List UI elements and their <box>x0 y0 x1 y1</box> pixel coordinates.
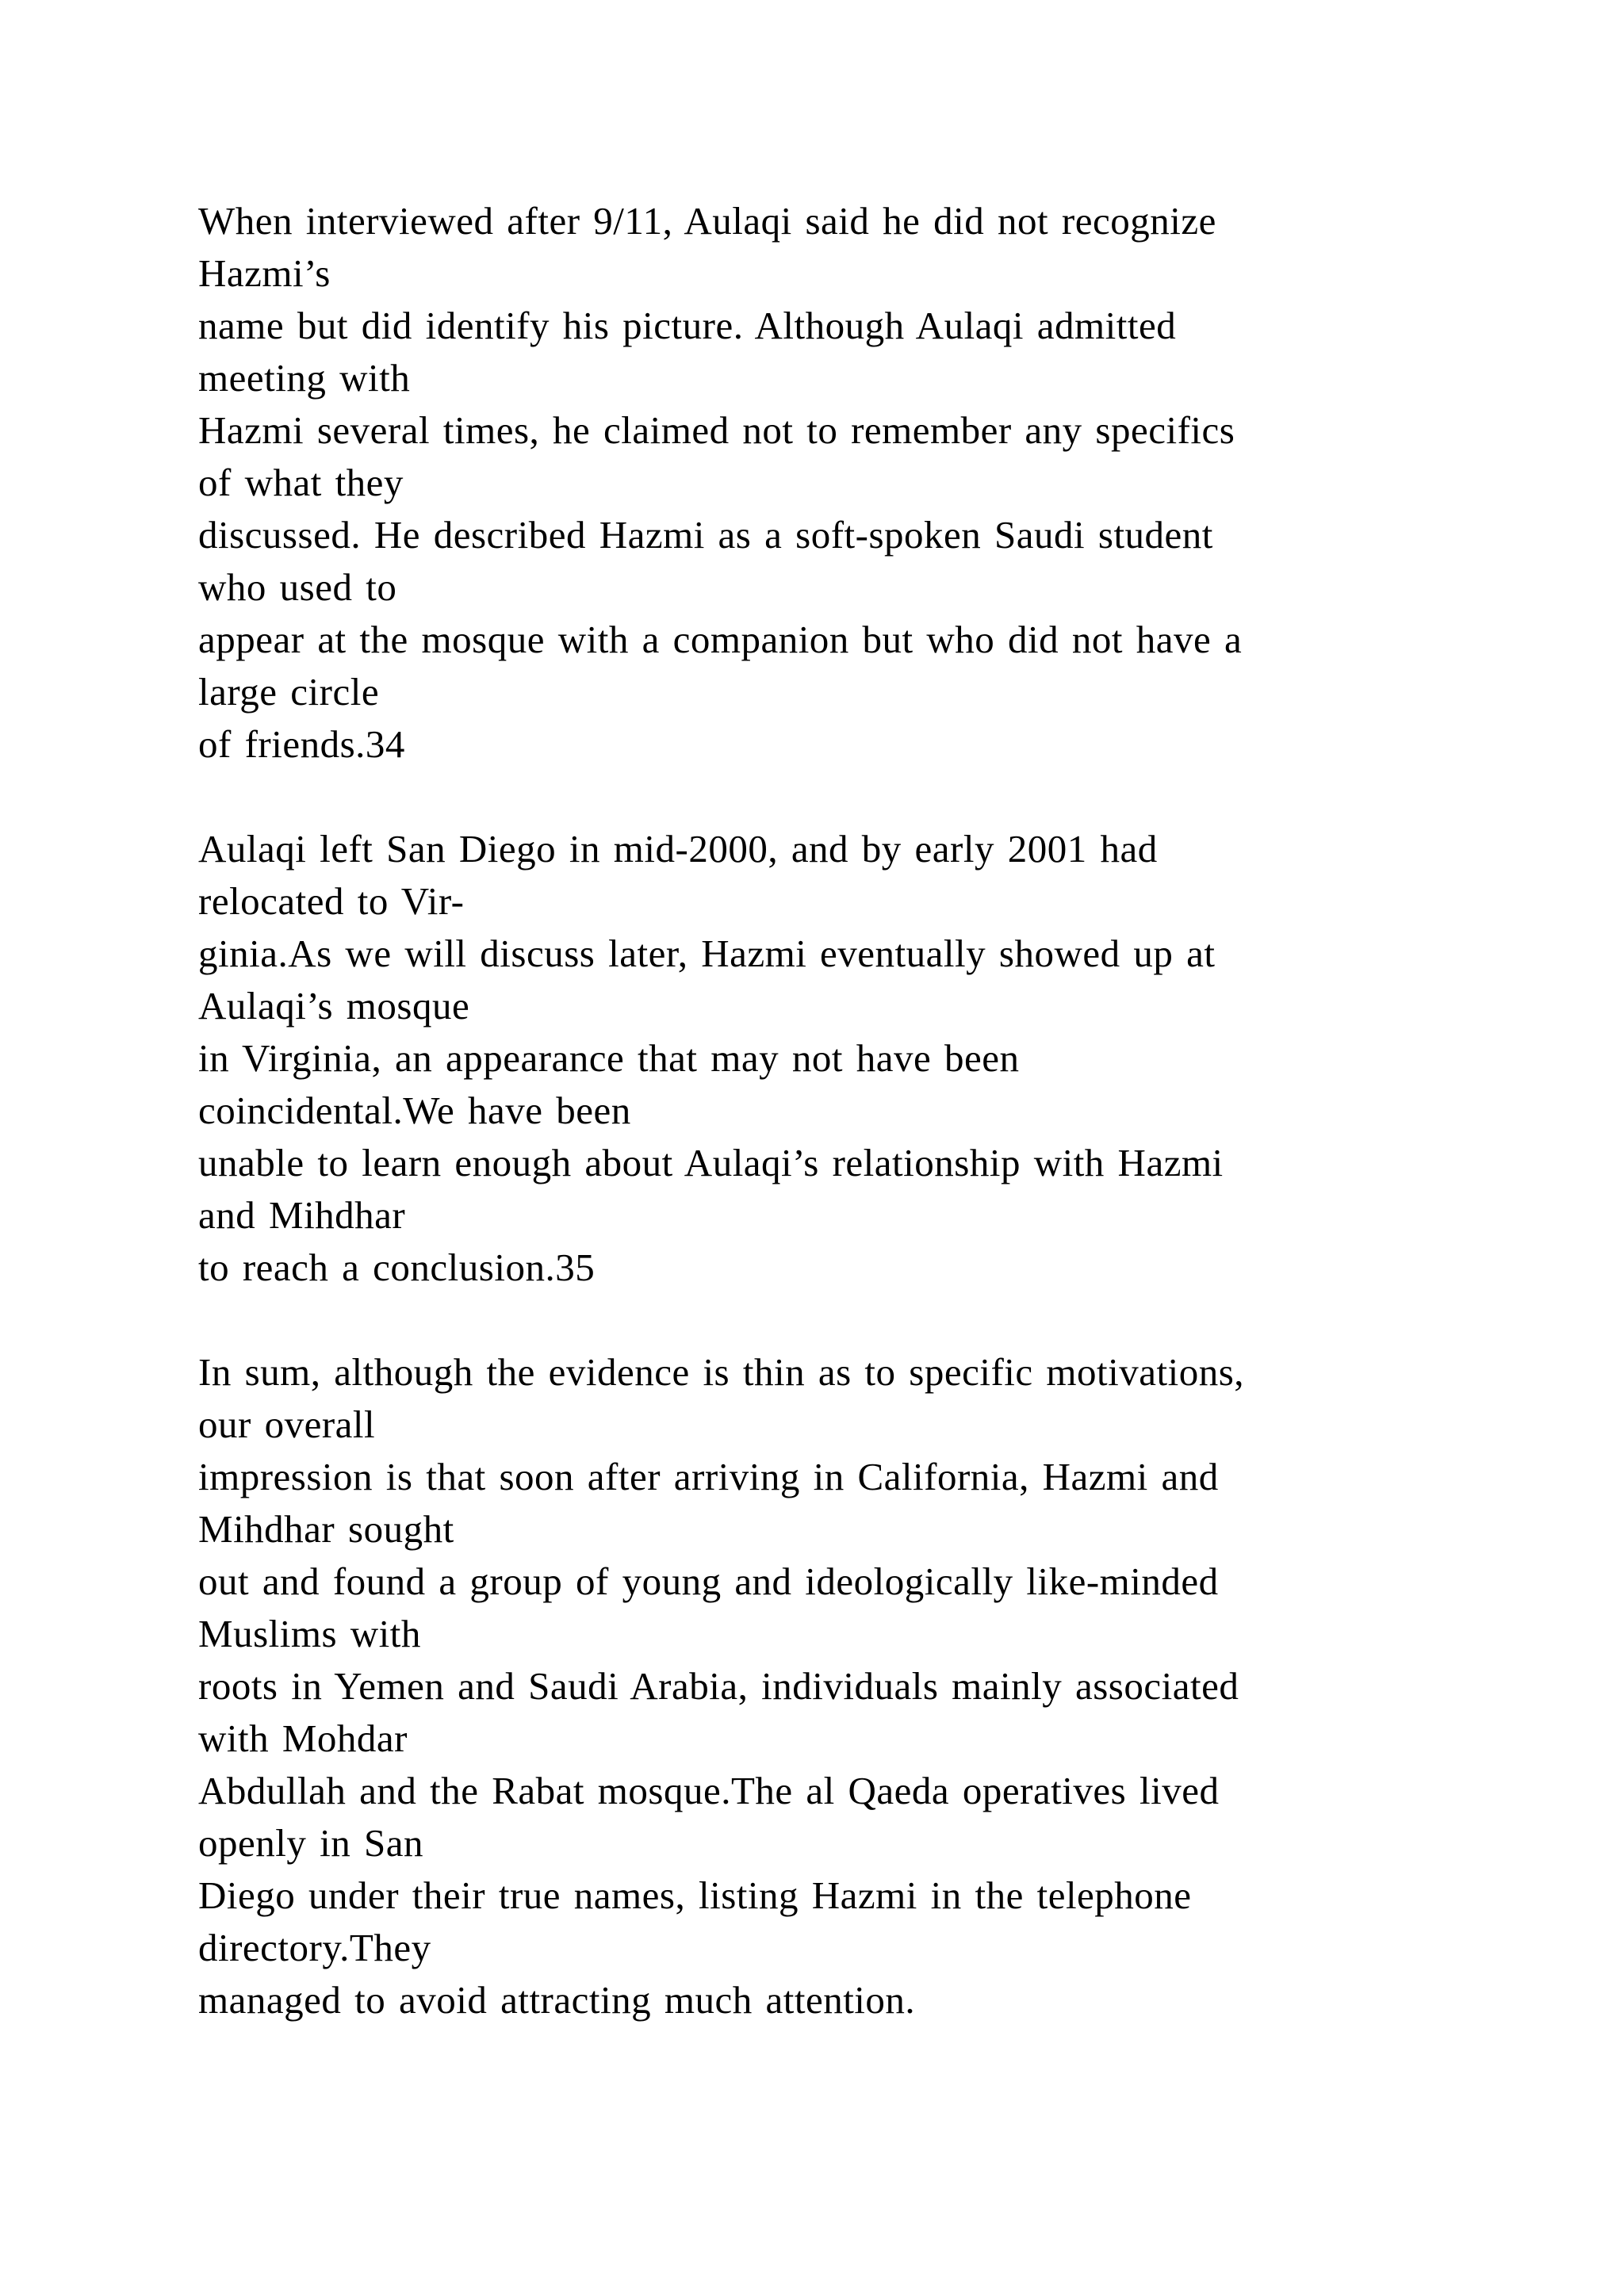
paragraph-line: Aulaqi left San Diego in mid-2000, and by early 2001 had <box>198 827 1158 871</box>
paragraph-spacer <box>198 1294 1483 1346</box>
paragraph-line: Aulaqi’s mosque <box>198 984 470 1027</box>
paragraph-line: impression is that soon after arriving in California, Hazmi and <box>198 1455 1219 1498</box>
paragraph-line: ginia.As we will discuss later, Hazmi eventually showed up at <box>198 932 1216 975</box>
paragraph-line: of friends.34 <box>198 722 405 766</box>
paragraph-line: coincidental.We have been <box>198 1089 631 1132</box>
paragraph-line: unable to learn enough about Aulaqi’s relationship with Hazmi <box>198 1141 1224 1184</box>
paragraph-line: When interviewed after 9/11, Aulaqi said he did not recognize <box>198 199 1216 243</box>
paragraph-line: Diego under their true names, listing Hazmi in the telephone <box>198 1873 1192 1917</box>
paragraph-1 <box>198 195 1483 771</box>
paragraph-line: Hazmi’s <box>198 251 331 295</box>
paragraph-line: Abdullah and the Rabat mosque.The al Qaeda operatives lived <box>198 1769 1220 1812</box>
paragraph-line: and Mihdhar <box>198 1193 406 1237</box>
paragraph-line: with Mohdar <box>198 1716 408 1760</box>
paragraph-line: In sum, although the evidence is thin as to specific motivations, <box>198 1350 1245 1394</box>
paragraph-line: discussed. He described Hazmi as a soft-spoken Saudi student <box>198 513 1213 557</box>
paragraph-line: Hazmi several times, he claimed not to remember any specifics <box>198 408 1235 452</box>
paragraph-line: Mihdhar sought <box>198 1507 454 1551</box>
paragraph-line: openly in San <box>198 1821 423 1865</box>
paragraph-line: to reach a conclusion.35 <box>198 1246 596 1289</box>
paragraph-line: in Virginia, an appearance that may not have been <box>198 1036 1020 1080</box>
paragraph-line: directory.They <box>198 1926 431 1969</box>
paragraph-line: meeting with <box>198 356 411 400</box>
paragraph-line: name but did identify his picture. Although Aulaqi admitted <box>198 304 1177 347</box>
paragraph-line: Muslims with <box>198 1612 421 1655</box>
paragraph-line: of what they <box>198 461 404 504</box>
paragraph-line: roots in Yemen and Saudi Arabia, individuals mainly associated <box>198 1664 1239 1708</box>
paragraph-line: large circle <box>198 670 380 714</box>
paragraph-line: managed to avoid attracting much attention. <box>198 1978 916 2022</box>
paragraph-line: who used to <box>198 565 397 609</box>
paragraph-line: relocated to Vir- <box>198 879 465 923</box>
paragraph-line: our overall <box>198 1402 376 1446</box>
paragraph-3 <box>198 1346 1483 2026</box>
paragraph-2 <box>198 823 1483 1294</box>
document-body <box>198 195 1483 2026</box>
paragraph-spacer <box>198 771 1483 823</box>
paragraph-line: appear at the mosque with a companion but who did not have a <box>198 618 1243 661</box>
paragraph-line: out and found a group of young and ideologically like-minded <box>198 1559 1219 1603</box>
